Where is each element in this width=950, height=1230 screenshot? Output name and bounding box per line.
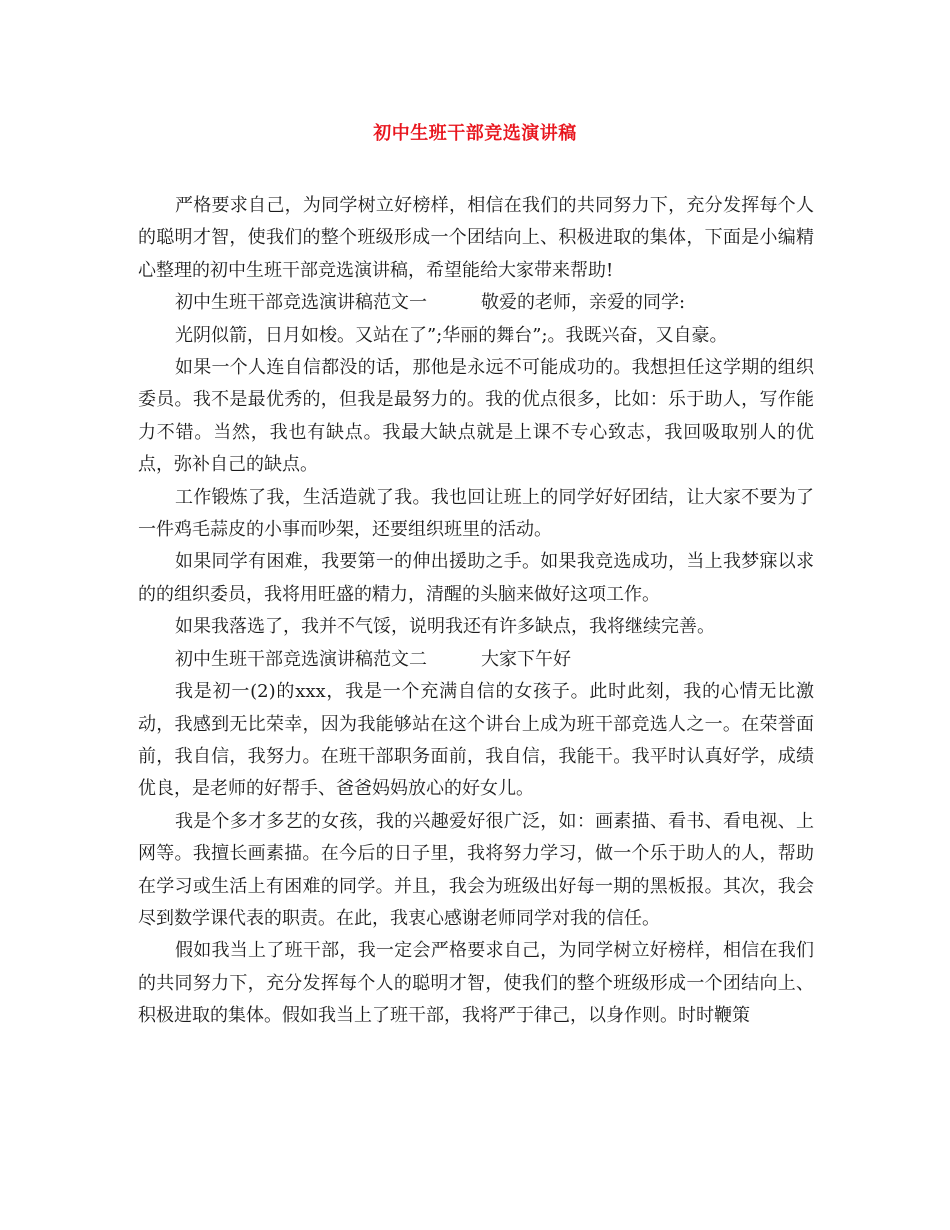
sample1-paragraph-4: 如果同学有困难，我要第一的伸出援助之手。如果我竞选成功，当上我梦寐以求的的组织委员，我将用旺盛的精力，清醒的头脑来做好这项工作。 [138, 551, 814, 605]
sample1-greeting: 敬爱的老师，亲爱的同学: [481, 292, 686, 314]
sample2-heading-line [138, 644, 814, 676]
document-title: 初中生班干部竞选演讲稿 [373, 123, 577, 144]
intro-paragraph: 严格要求自己，为同学树立好榜样，相信在我们的共同努力下，充分发挥每个人的聪明才智，使我们的整个班级形成一个团结向上、积极进取的集体，下面是小编精心整理的初中生班干部竞选演讲稿，希望能给大家带来帮助! [138, 195, 814, 281]
sample2-paragraph-3: 假如我当上了班干部，我一定会严格要求自己，为同学树立好榜样，相信在我们的共同努力下，充分发挥每个人的聪明才智，使我们的整个班级形成一个团结向上、积极进取的集体。假如我当上了班干部，我将严于律己，以身作则。时时鞭策 [138, 940, 814, 1027]
sample1-paragraph-3: 工作锻炼了我，生活造就了我。我也回让班上的同学好好团结，让大家不要为了一件鸡毛蒜皮的小事而吵架，还要组织班里的活动。 [138, 486, 814, 541]
sample1-paragraph-2: 如果一个人连自信都没的话，那他是永远不可能成功的。我想担任这学期的组织委员。我不是最优秀的，但我是最努力的。我的优点很多，比如：乐于助人，写作能力不错。当然，我也有缺点。我最大缺点就是上课不专心致志，我回吸取别人的优点，弥补自己的缺点。 [138, 357, 814, 476]
sample2-paragraph-1: 我是初一(2)的xxx，我是一个充满自信的女孩子。此时此刻，我的心情无比激动，我感到无比荣幸，因为我能够站在这个讲台上成为班干部竞选人之一。在荣誉面前，我自信，我努力。在班干部职务面前，我自信，我能干。我平时认真好学，成绩优良，是老师的好帮手、爸爸妈妈放心的好女儿。 [138, 681, 814, 800]
document-body [138, 190, 814, 1033]
sample2-heading: 初中生班干部竞选演讲稿范文二 [175, 648, 427, 670]
sample2-paragraph-2: 我是个多才多艺的女孩，我的兴趣爱好很广泛，如：画素描、看书、看电视、上网等。我擅长画素描。在今后的日子里，我将努力学习，做一个乐于助人的人，帮助在学习或生活上有困难的同学。并且，我会为班级出好每一期的黑板报。其次，我会尽到数学课代表的职责。在此，我衷心感谢老师同学对我的信任。 [138, 810, 814, 929]
sample1-heading-line [138, 287, 814, 319]
sample2-greeting: 大家下午好 [481, 648, 571, 670]
sample1-paragraph-5: 如果我落选了，我并不气馁，说明我还有许多缺点，我将继续完善。 [175, 616, 715, 638]
sample1-heading: 初中生班干部竞选演讲稿范文一 [175, 292, 427, 314]
sample1-paragraph-1: 光阴似箭，日月如梭。又站在了”;华丽的舞台”;。我既兴奋，又自豪。 [175, 324, 728, 346]
